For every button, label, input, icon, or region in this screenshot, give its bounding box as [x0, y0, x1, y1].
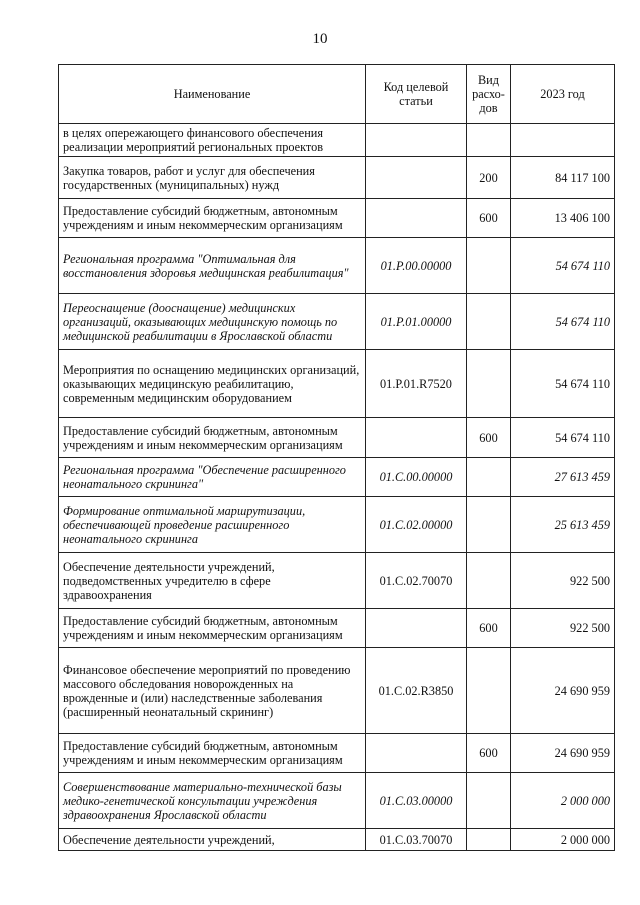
- cell-name: Предоставление субсидий бюджетным, автономным учреждениям и иным некоммерческим организациям: [59, 199, 366, 238]
- cell-code: [366, 734, 467, 773]
- cell-code: 01.С.02.R3850: [366, 648, 467, 734]
- cell-code: 01.Р.01.00000: [366, 294, 467, 350]
- cell-name: Предоставление субсидий бюджетным, автономным учреждениям и иным некоммерческим организациям: [59, 609, 366, 648]
- cell-name: Предоставление субсидий бюджетным, автономным учреждениям и иным некоммерческим организациям: [59, 734, 366, 773]
- cell-code: [366, 199, 467, 238]
- cell-name: Мероприятия по оснащению медицинских организаций, оказывающих медицинскую реабилитацию, современным медицинским оборудованием: [59, 350, 366, 418]
- cell-name: в целях опережающего финансового обеспечения реализации мероприятий региональных проектов: [59, 124, 366, 157]
- cell-vid: [467, 458, 511, 497]
- cell-sum: 54 674 110: [511, 350, 615, 418]
- cell-vid: [467, 238, 511, 294]
- cell-sum: 13 406 100: [511, 199, 615, 238]
- cell-code: [366, 609, 467, 648]
- table-row: [59, 418, 615, 458]
- cell-vid: 200: [467, 157, 511, 199]
- table-row: [59, 553, 615, 609]
- budget-table: [58, 64, 615, 851]
- cell-vid: 600: [467, 418, 511, 458]
- cell-name: Переоснащение (дооснащение) медицинских организаций, оказывающих медицинскую помощь по медицинской реабилитации в Ярославской области: [59, 294, 366, 350]
- cell-name: Финансовое обеспечение мероприятий по проведению массового обследования новорожденных на врожденные и (или) наследственные заболевания (расширенный неонатальный скрининг): [59, 648, 366, 734]
- cell-code: 01.С.02.70070: [366, 553, 467, 609]
- cell-name: Формирование оптимальной маршрутизации, обеспечивающей проведение расширенного неонатального скрининга: [59, 497, 366, 553]
- page-number: 10: [312, 31, 328, 47]
- cell-sum: 27 613 459: [511, 458, 615, 497]
- cell-sum: 54 674 110: [511, 418, 615, 458]
- cell-sum: 25 613 459: [511, 497, 615, 553]
- cell-code: 01.С.00.00000: [366, 458, 467, 497]
- header-vid: Вид расхо-дов: [467, 65, 511, 124]
- table-row: [59, 350, 615, 418]
- cell-sum: 24 690 959: [511, 648, 615, 734]
- cell-code: 01.С.03.70070: [366, 829, 467, 851]
- cell-vid: [467, 350, 511, 418]
- table-row: [59, 199, 615, 238]
- table-row: [59, 458, 615, 497]
- header-row: [59, 65, 615, 124]
- cell-sum: 54 674 110: [511, 294, 615, 350]
- cell-sum: 2 000 000: [511, 829, 615, 851]
- cell-name: Обеспечение деятельности учреждений,: [59, 829, 366, 851]
- header-code: Код целевой статьи: [366, 65, 467, 124]
- cell-code: 01.Р.01.R7520: [366, 350, 467, 418]
- cell-vid: [467, 773, 511, 829]
- table-row: [59, 773, 615, 829]
- header-year: 2023 год: [511, 65, 615, 124]
- cell-vid: 600: [467, 199, 511, 238]
- cell-code: [366, 418, 467, 458]
- cell-name: Обеспечение деятельности учреждений, подведомственных учредителю в сфере здравоохранения: [59, 553, 366, 609]
- table-row: [59, 238, 615, 294]
- cell-name: Региональная программа "Оптимальная для восстановления здоровья медицинская реабилитация": [59, 238, 366, 294]
- cell-code: 01.Р.00.00000: [366, 238, 467, 294]
- table-row: [59, 497, 615, 553]
- cell-code: [366, 124, 467, 157]
- table-row: [59, 157, 615, 199]
- cell-sum: 24 690 959: [511, 734, 615, 773]
- table-row: [59, 609, 615, 648]
- cell-vid: [467, 648, 511, 734]
- cell-vid: [467, 124, 511, 157]
- cell-vid: [467, 497, 511, 553]
- table-row: [59, 829, 615, 851]
- cell-code: 01.С.02.00000: [366, 497, 467, 553]
- table-body: [59, 124, 615, 851]
- cell-vid: [467, 294, 511, 350]
- cell-sum: [511, 124, 615, 157]
- cell-sum: 54 674 110: [511, 238, 615, 294]
- cell-name: Предоставление субсидий бюджетным, автономным учреждениям и иным некоммерческим организациям: [59, 418, 366, 458]
- table-row: [59, 124, 615, 157]
- cell-sum: 84 117 100: [511, 157, 615, 199]
- header-name: Наименование: [59, 65, 366, 124]
- cell-name: Совершенствование материально-технической базы медико-генетической консультации учреждения здравоохранения Ярославской области: [59, 773, 366, 829]
- cell-vid: 600: [467, 609, 511, 648]
- cell-sum: 922 500: [511, 609, 615, 648]
- cell-code: [366, 157, 467, 199]
- cell-name: Региональная программа "Обеспечение расширенного неонатального скрининга": [59, 458, 366, 497]
- cell-sum: 922 500: [511, 553, 615, 609]
- cell-name: Закупка товаров, работ и услуг для обеспечения государственных (муниципальных) нужд: [59, 157, 366, 199]
- table-row: [59, 648, 615, 734]
- cell-sum: 2 000 000: [511, 773, 615, 829]
- table-row: [59, 734, 615, 773]
- cell-vid: [467, 829, 511, 851]
- table-row: [59, 294, 615, 350]
- cell-vid: [467, 553, 511, 609]
- cell-code: 01.С.03.00000: [366, 773, 467, 829]
- cell-vid: 600: [467, 734, 511, 773]
